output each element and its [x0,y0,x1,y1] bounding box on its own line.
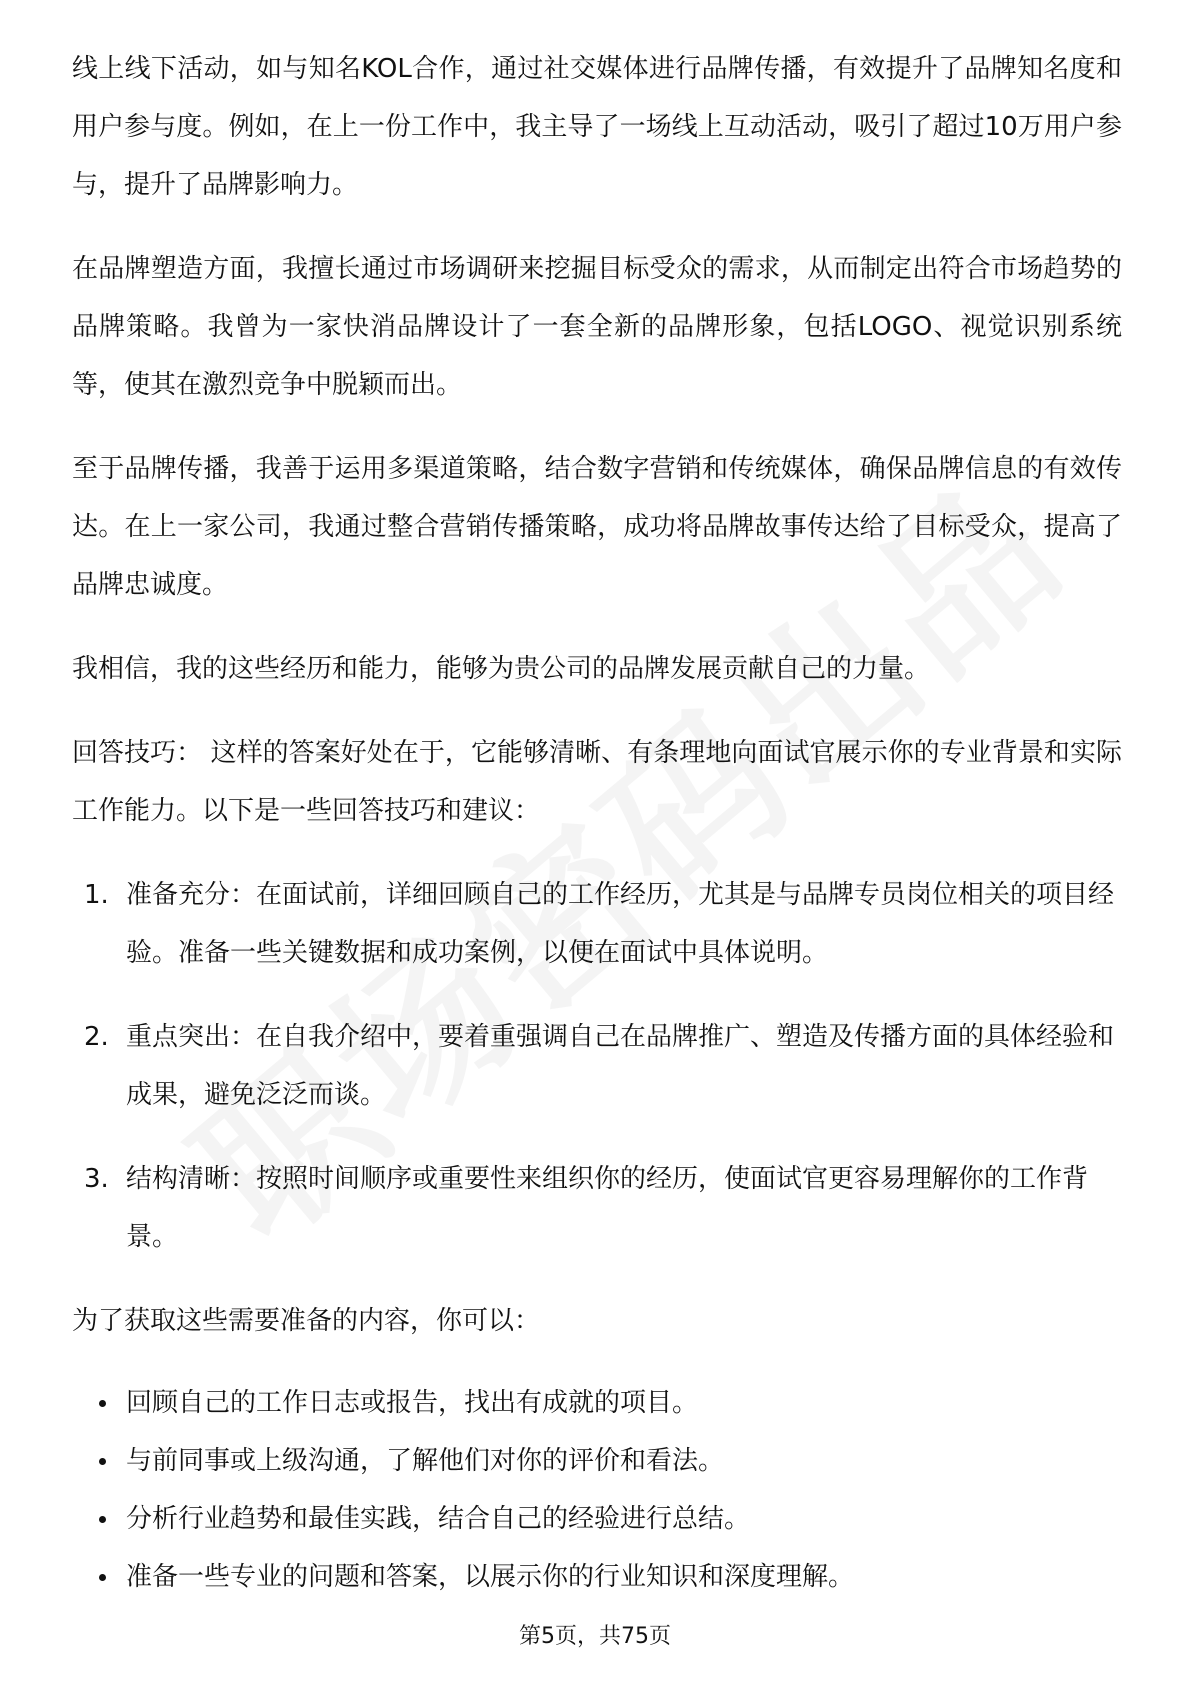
list-item-text: 分析行业趋势和最佳实践，结合自己的经验进行总结。 [126,1504,751,1534]
bullet-icon [99,1400,106,1407]
list-item-text: 与前同事或上级沟通，了解他们对你的评价和看法。 [126,1446,725,1476]
prep-bullet-list [72,1374,1122,1606]
bullet-icon [99,1516,106,1523]
paragraph-brand-communication: 至于品牌传播，我善于运用多渠道策略，结合数字营销和传统媒体，确保品牌信息的有效传达。在上一家公司，我通过整合营销传播策略，成功将品牌故事传达给了目标受众，提高了品牌忠诚度。 [72,454,1122,600]
list-item-text: 准备一些专业的问题和答案，以展示你的行业知识和深度理解。 [126,1562,855,1592]
list-number: 3. [84,1164,109,1194]
paragraph-kol-activities: 线上线下活动，如与知名KOL合作，通过社交媒体进行品牌传播，有效提升了品牌知名度和用户参与度。例如，在上一份工作中，我主导了一场线上互动活动，吸引了超过10万用户参与，提升了品牌影响力。 [72,54,1122,200]
document-body [72,40,1122,1606]
bullet-icon [99,1574,106,1581]
list-item [72,1432,1122,1490]
page-number: 第5页，共75页 [519,1624,671,1649]
list-number: 2. [84,1022,109,1052]
list-item [72,1150,1122,1266]
paragraph-conclusion: 我相信，我的这些经历和能力，能够为贵公司的品牌发展贡献自己的力量。 [72,654,931,684]
paragraph-prep-intro: 为了获取这些需要准备的内容，你可以： [72,1306,541,1336]
list-item [72,1490,1122,1548]
list-item [72,1548,1122,1606]
list-item-text: 重点突出：在自我介绍中，要着重强调自己在品牌推广、塑造及传播方面的具体经验和成果，避免泛泛而谈。 [126,1022,1115,1110]
list-item-text: 结构清晰：按照时间顺序或重要性来组织你的经历，使面试官更容易理解你的工作背景。 [126,1164,1089,1252]
tips-list [72,866,1122,1266]
list-item [72,1374,1122,1432]
paragraph-brand-building: 在品牌塑造方面，我擅长通过市场调研来挖掘目标受众的需求，从而制定出符合市场趋势的品牌策略。我曾为一家快消品牌设计了一套全新的品牌形象，包括LOGO、视觉识别系统等，使其在激烈竞争中脱颖而出。 [72,254,1122,400]
list-item-text: 回顾自己的工作日志或报告，找出有成就的项目。 [126,1388,699,1418]
list-item [72,1008,1122,1124]
paragraph-answer-tips: 回答技巧： 这样的答案好处在于，它能够清晰、有条理地向面试官展示你的专业背景和实际工作能力。以下是一些回答技巧和建议： [72,738,1122,826]
bullet-icon [99,1458,106,1465]
list-item-text: 准备充分：在面试前，详细回顾自己的工作经历，尤其是与品牌专员岗位相关的项目经验。准备一些关键数据和成功案例，以便在面试中具体说明。 [126,880,1115,968]
list-item [72,866,1122,982]
list-number: 1. [84,880,109,910]
